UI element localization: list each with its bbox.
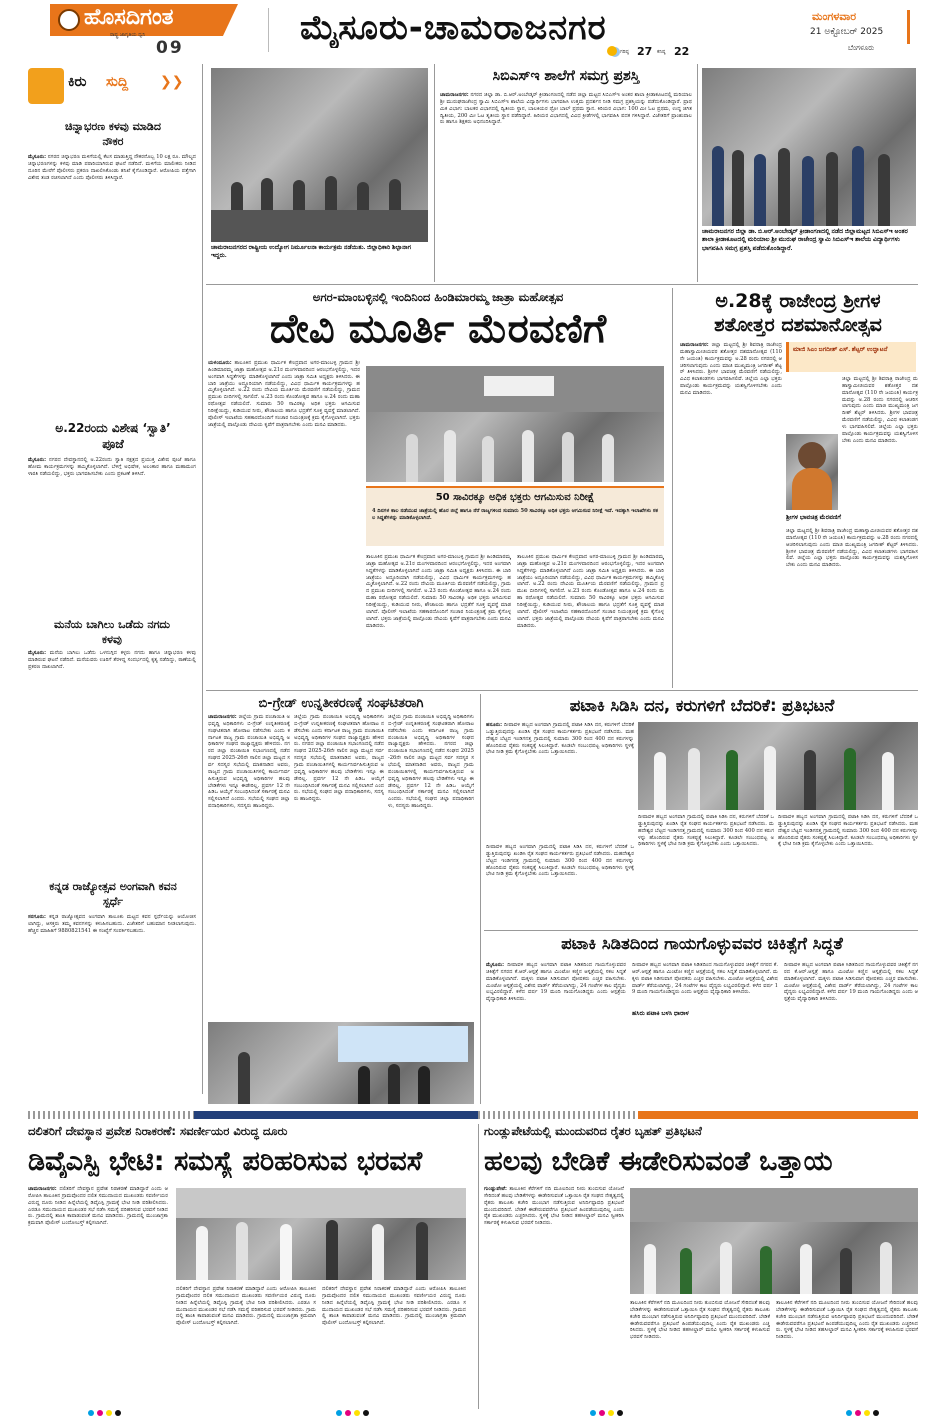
raitha-kicker: ಗುಂಡ್ಲುಪೇಟೆಯಲ್ಲಿ ಮುಂದುವರಿದ ರೈತರ ಬೃಹತ್ ಪ್ರತಿಭಟನೆ — [484, 1124, 702, 1138]
dysp-kicker: ದಲಿತರಿಗೆ ದೇವಸ್ಥಾನ ಪ್ರವೇಶ ನಿರಾಕರಣೆ: ಸವರ್ಣೀಯರ ವಿರುದ್ಧ ದೂರು — [28, 1124, 288, 1138]
kiru-4-headline: ಕನ್ನಡ ರಾಜ್ಯೋತ್ಸವ ಅಂಗವಾಗಿ ಕವನ ಸ್ಪರ್ಧೆ — [49, 880, 177, 908]
dysp-body-col3: ದಲಿತರಿಗೆ ದೇವಸ್ಥಾನ ಪ್ರವೇಶ ನಿರಾಕರಣೆ ಮಾಡಿದ್ದಾರೆ ಎಂದು ಆರೋಪಿಸಿ ತಾಲೂಕಿನ ಗ್ರಾಮವೊಂದರ ದಲಿತ ಸಮುದಾಯದ ಮುಖಂಡರು ಸವರ್ಣೀಯರ ವಿರುದ್ಧ ದೂರು ನೀಡಿದ ಹಿನ್ನೆಲೆಯಲ್ಲಿ ಡಿವೈಎಸ್ಪಿ ಗ್ರಾಮಕ್ಕೆ ಭೇಟಿ ನೀಡಿ ಪರಿಶೀಲಿಸಿದರು. ಎರಡೂ ಸಮುದಾಯದ ಮುಖಂಡರ ಸಭೆ ನಡೆಸಿ ಸಮಸ್ಯೆ ಪರಿಹರಿಸುವ ಭರವಸೆ ನೀಡಿದರು. ಗ್ರಾಮದಲ್ಲಿ ಶಾಂತಿ ಕಾಪಾಡುವಂತೆ ಮನವಿ ಮಾಡಿದರು. ಗ್ರಾಮದಲ್ಲಿ ಮುಂಜಾಗ್ರತಾ ಕ್ರಮವಾಗಿ ಪೊಲೀಸ್ ಬಂದೋಬಸ್ತ್ ಕಲ್ಪಿಸಲಾಗಿದೆ. — [322, 1286, 466, 1327]
dysp-body-col1: ಚಾಮರಾಜನಗರ: ದಲಿತರಿಗೆ ದೇವಸ್ಥಾನ ಪ್ರವೇಶ ನಿರಾಕರಣೆ ಮಾಡಿದ್ದಾರೆ ಎಂದು ಆರೋಪಿಸಿ ತಾಲೂಕಿನ ಗ್ರಾಮವೊಂದರ ದಲಿತ ಸಮುದಾಯದ ಮುಖಂಡರು ಸವರ್ಣೀಯರ ವಿರುದ್ಧ ದೂರು ನೀಡಿದ ಹಿನ್ನೆಲೆಯಲ್ಲಿ ಡಿವೈಎಸ್ಪಿ ಗ್ರಾಮಕ್ಕೆ ಭೇಟಿ ನೀಡಿ ಪರಿಶೀಲಿಸಿದರು. ಎರಡೂ ಸಮುದಾಯದ ಮುಖಂಡರ ಸಭೆ ನಡೆಸಿ ಸಮಸ್ಯೆ ಪರಿಹರಿಸುವ ಭರವಸೆ ನೀಡಿದರು. ಗ್ರಾಮದಲ್ಲಿ ಶಾಂತಿ ಕಾಪಾಡುವಂತೆ ಮನವಿ ಮಾಡಿದರು. ಗ್ರಾಮದಲ್ಲಿ ಮುಂಜಾಗ್ರತಾ ಕ್ರಮವಾಗಿ ಪೊಲೀಸ್ ಬಂದೋಬಸ್ತ್ ಕಲ್ಪಿಸಲಾಗಿದೆ. — [28, 1186, 168, 1227]
column-rule — [478, 1124, 479, 1409]
pataki1-body-col1: ಹನೂರು: ದೀಪಾವಳಿ ಹಬ್ಬದ ಅಂಗವಾಗಿ ಗ್ರಾಮದಲ್ಲಿ ಪಟಾಕಿ ಸಿಡಿಸಿ ದನ, ಕರುಗಳಿಗೆ ಬೆದರಿಕೆ ಒಡ್ಡುತ್ತಿರುವುದನ್ನು ಖಂಡಿಸಿ ರೈತ ಸಂಘದ ಕಾರ್ಯಕರ್ತರು ಪ್ರತಿಭಟನೆ ನಡೆಸಿದರು. ಮಹದೇಶ್ವರ ಬೆಟ್ಟದ ಇಂಡಿಗನತ್ತ ಗ್ರಾಮದಲ್ಲಿ ಸುಮಾರು 300 ರಿಂದ 400 ದನ ಕರುಗಳನ್ನು ಹೊಂದಿರುವ ರೈತರು ಸಂಕಷ್ಟಕ್ಕೆ ಸಿಲುಕಿದ್ದಾರೆ. ಕೂಡಲೇ ಸಂಬಂಧಪಟ್ಟ ಅಧಿಕಾರಿಗಳು ಸ್ಥಳಕ್ಕೆ ಭೇಟಿ ನೀಡಿ ಕ್ರಮ ಕೈಗೊಳ್ಳಬೇಕು ಎಂದು ಒತ್ತಾಯಿಸಿದರು. — [486, 722, 634, 756]
color-bar-left — [28, 1111, 194, 1119]
cbse-photo-caption: ಚಾಮರಾಜನಗರ ಜಿಲ್ಲಾ ಡಾ. ಬಿ.ಆರ್.ಅಂಬೇಡ್ಕರ್ ಕ್ರೀಡಾಂಗಣದಲ್ಲಿ ನಡೆದ ಜಿಲ್ಲಾಮಟ್ಟದ ಸಿಬಿಎಸ್‌ಇ ಅಂತರ ಶಾಲಾ ಕ್ರೀಡಾಕೂಟದಲ್ಲಿ ಮರಿಯಾಲ ಶ್ರೀ ಮುರುಘ ರಾಜೇಂದ್ರ ಸ್ವಾಮಿ ಸಿಬಿಎಸ್‌ಇ ಶಾಲೆಯ ವಿದ್ಯಾರ್ಥಿಗಳು ಭಾಗವಹಿಸಿ ಸಮಗ್ರ ಪ್ರಶಸ್ತಿ ಪಡೆದುಕೊಂಡಿದ್ದಾರೆ. — [702, 228, 908, 252]
cbse-photo — [702, 68, 916, 226]
color-bar-blue — [194, 1111, 478, 1119]
column-rule — [480, 694, 481, 1104]
devi-headline: ದೇವಿ ಮೂರ್ತಿ ಮೆರವಣಿಗೆ — [269, 306, 607, 352]
pataki2-body-col2: ದೀಪಾವಳಿ ಹಬ್ಬದ ಅಂಗವಾಗಿ ಪಟಾಕಿ ಸಿಡಿತದಿಂದ ಗಾಯಗೊಳ್ಳುವವರ ಚಿಕಿತ್ಸೆಗೆ ನಗರದ ಕೆ.ಆರ್.ಆಸ್ಪತ್ರೆ ಹಾಗೂ ಮಿಂಟೋ ಕಣ್ಣಿನ ಆಸ್ಪತ್ರೆಯಲ್ಲಿ ಸಕಲ ಸಿದ್ಧತೆ ಮಾಡಿಕೊಳ್ಳಲಾಗಿದೆ. ಮಕ್ಕಳು ಪಟಾಕಿ ಸಿಡಿಸುವಾಗ ಪೋಷಕರು ಎಚ್ಚರ ವಹಿಸಬೇಕು. ಮಿಂಟೋ ಆಸ್ಪತ್ರೆಯಲ್ಲಿ ವಿಶೇಷ ವಾರ್ಡ್ ತೆರೆಯಲಾಗಿದ್ದು, 24 ಗಂಟೆಗಳ ಕಾಲ ವೈದ್ಯರು ಲಭ್ಯವಿರಲಿದ್ದಾರೆ. ಕಳೆದ ವರ್ಷ 19 ಮಂದಿ ಗಾಯಗೊಂಡಿದ್ದರು ಎಂದು ಆಸ್ಪತ್ರೆಯ ವೈದ್ಯಾಧಿಕಾರಿ ತಿಳಿಸಿದರು. — [632, 962, 778, 996]
cbse-body: ಚಾಮರಾಜನಗರ: ನಗರದ ಜಿಲ್ಲಾ ಡಾ. ಬಿ.ಆರ್.ಅಂಬೇಡ್ಕರ್ ಕ್ರೀಡಾಂಗಣದಲ್ಲಿ ನಡೆದ ಜಿಲ್ಲಾ ಮಟ್ಟದ ಸಿಬಿಎಸ್‌ಇ ಅಂತರ ಶಾಲಾ ಕ್ರೀಡಾಕೂಟದಲ್ಲಿ ಮರಿಯಾಲ ಶ್ರೀ ಮುರುಘರಾಜೇಂದ್ರ ಸ್ವಾಮಿ ಸಿಬಿಎಸ್‌ಇ ಶಾಲೆಯ ವಿದ್ಯಾರ್ಥಿಗಳು ಭಾಗವಹಿಸಿ ಉತ್ತಮ ಪ್ರದರ್ಶನ ನೀಡಿ ಸಮಗ್ರ ಪ್ರಶಸ್ತಿಯನ್ನು ಪಡೆದುಕೊಂಡಿದ್ದಾರೆ. ಪ್ರಾಥಮಿಕ ವಿಭಾಗ: ಬಾಲಕರ ವಿಭಾಗದಲ್ಲಿ ದ್ವಿತೀಯ ಸ್ಥಾನ, ಬಾಲಕಿಯರ ಥ್ರೋ ಬಾಲ್ ಪ್ರಥಮ ಸ್ಥಾನ. ಕಿರಿಯರ ವಿಭಾಗ: 100 ಮೀ ಓಟ ಪ್ರಥಮ, ಉದ್ದ ಜಿಗಿತ ದ್ವಿತೀಯ, 200 ಮೀ ಓಟ ತೃತೀಯ ಸ್ಥಾನ ಪಡೆದಿದ್ದಾರೆ. ಹಿರಿಯರ ವಿಭಾಗದಲ್ಲಿ ವಿವಿಧ ಕ್ರೀಡೆಗಳಲ್ಲಿ ಭಾಗವಹಿಸಿ ಪದಕ ಗಳಿಸಿದ್ದಾರೆ. ವಿಜೇತರಿಗೆ ಪ್ರಾಂಶುಪಾಲರು ಹಾಗೂ ಶಿಕ್ಷಕರು ಅಭಿನಂದಿಸಿದ್ದಾರೆ. — [440, 92, 692, 126]
logo-text: ಹೊಸದಿಗಂತ — [84, 5, 174, 30]
weather-min: 22 — [674, 45, 690, 58]
pataki1-body-col2: ದೀಪಾವಳಿ ಹಬ್ಬದ ಅಂಗವಾಗಿ ಗ್ರಾಮದಲ್ಲಿ ಪಟಾಕಿ ಸಿಡಿಸಿ ದನ, ಕರುಗಳಿಗೆ ಬೆದರಿಕೆ ಒಡ್ಡುತ್ತಿರುವುದನ್ನು ಖಂಡಿಸಿ ರೈತ ಸಂಘದ ಕಾರ್ಯಕರ್ತರು ಪ್ರತಿಭಟನೆ ನಡೆಸಿದರು. ಮಹದೇಶ್ವರ ಬೆಟ್ಟದ ಇಂಡಿಗನತ್ತ ಗ್ರಾಮದಲ್ಲಿ ಸುಮಾರು 300 ರಿಂದ 400 ದನ ಕರುಗಳನ್ನು ಹೊಂದಿರುವ ರೈತರು ಸಂಕಷ್ಟಕ್ಕೆ ಸಿಲುಕಿದ್ದಾರೆ. ಕೂಡಲೇ ಸಂಬಂಧಪಟ್ಟ ಅಧಿಕಾರಿಗಳು ಸ್ಥಳಕ್ಕೆ ಭೇಟಿ ನೀಡಿ ಕ್ರಮ ಕೈಗೊಳ್ಳಬೇಕು ಎಂದು ಒತ್ತಾಯಿಸಿದರು. — [486, 844, 634, 878]
pataki1-body-col4: ದೀಪಾವಳಿ ಹಬ್ಬದ ಅಂಗವಾಗಿ ಗ್ರಾಮದಲ್ಲಿ ಪಟಾಕಿ ಸಿಡಿಸಿ ದನ, ಕರುಗಳಿಗೆ ಬೆದರಿಕೆ ಒಡ್ಡುತ್ತಿರುವುದನ್ನು ಖಂಡಿಸಿ ರೈತ ಸಂಘದ ಕಾರ್ಯಕರ್ತರು ಪ್ರತಿಭಟನೆ ನಡೆಸಿದರು. ಮಹದೇಶ್ವರ ಬೆಟ್ಟದ ಇಂಡಿಗನತ್ತ ಗ್ರಾಮದಲ್ಲಿ ಸುಮಾರು 300 ರಿಂದ 400 ದನ ಕರುಗಳನ್ನು ಹೊಂದಿರುವ ರೈತರು ಸಂಕಷ್ಟಕ್ಕೆ ಸಿಲುಕಿದ್ದಾರೆ. ಕೂಡಲೇ ಸಂಬಂಧಪಟ್ಟ ಅಧಿಕಾರಿಗಳು ಸ್ಥಳಕ್ಕೆ ಭೇಟಿ ನೀಡಿ ಕ್ರಮ ಕೈಗೊಳ್ಳಬೇಕು ಎಂದು ಒತ್ತಾಯಿಸಿದರು. — [778, 814, 918, 848]
kiru-1-body: ಮೈಸೂರು: ನಗರದ ಚಿನ್ನಾಭರಣ ಮಳಿಗೆಯಲ್ಲಿ ಕೆಲಸ ಮಾಡುತ್ತಿದ್ದ ನೌಕರನೊಬ್ಬ 10 ಲಕ್ಷ ರೂ. ಮೌಲ್ಯದ ಚಿನ್ನಾಭರಣಗಳನ್ನು ಕಳವು ಮಾಡಿ ಪರಾರಿಯಾಗಿರುವ ಘಟನೆ ನಡೆದಿದೆ. ಮಳಿಗೆಯ ಮಾಲೀಕರು ನೀಡಿದ ದೂರಿನ ಮೇರೆಗೆ ಪೊಲೀಸರು ಪ್ರಕರಣ ದಾಖಲಿಸಿಕೊಂಡು ತನಿಖೆ ಕೈಗೊಂಡಿದ್ದಾರೆ. ಆರೋಪಿಯ ಪತ್ತೆಗಾಗಿ ವಿಶೇಷ ತಂಡ ರಚಿಸಲಾಗಿದೆ ಎಂದು ಪೊಲೀಸರು ತಿಳಿಸಿದ್ದಾರೆ. — [28, 154, 196, 181]
pataki1-headline: ಪಟಾಕಿ ಸಿಡಿಸಿ ದನ, ಕರುಗಳಿಗೆ ಬೆದರಿಕೆ: ಪ್ರತಿಭಟನೆ — [569, 696, 835, 715]
masthead-divider — [268, 8, 269, 52]
devi-body-col1: ಯಳಂದೂರು: ತಾಲೂಕಿನ ಪ್ರಮುಖ ಧಾರ್ಮಿಕ ಕೇಂದ್ರವಾದ ಅಗರ-ಮಾಂಬಳ್ಳಿ ಗ್ರಾಮದ ಶ್ರೀ ಹಿಂಡಿಮಾರಮ್ಮ ಜಾತ್ರಾ ಮಹೋತ್ಸವ ಅ.21ರ ಮಂಗಳವಾರದಿಂದ ಆರಂಭಗೊಳ್ಳಲಿದ್ದು, ಇದರ ಅಂಗವಾಗಿ ಸಿದ್ಧತೆಗಳನ್ನು ಮಾಡಿಕೊಳ್ಳಲಾಗಿದೆ ಎಂದು ಜಾತ್ರಾ ಸಮಿತಿ ಅಧ್ಯಕ್ಷರು ತಿಳಿಸಿದರು. ಈ ಬಾರಿ ಜಾತ್ರೆಯು ಅದ್ದೂರಿಯಾಗಿ ನಡೆಯಲಿದ್ದು, ವಿವಿಧ ಧಾರ್ಮಿಕ ಕಾರ್ಯಕ್ರಮಗಳನ್ನು ಹಮ್ಮಿಕೊಳ್ಳಲಾಗಿದೆ. ಅ.22 ರಂದು ದೇವಿಯ ಮೂರ್ತಿಯ ಮೆರವಣಿಗೆ ನಡೆಯಲಿದ್ದು, ಗ್ರಾಮದ ಪ್ರಮುಖ ಬೀದಿಗಳಲ್ಲಿ ಸಾಗಲಿದೆ. ಅ.23 ರಂದು ಕೊಂಡೋತ್ಸವ ಹಾಗೂ ಅ.24 ರಂದು ಮಹಾ ರಥೋತ್ಸವ ನಡೆಯಲಿದೆ. ಸುಮಾರು 50 ಸಾವಿರಕ್ಕೂ ಅಧಿಕ ಭಕ್ತರು ಆಗಮಿಸುವ ನಿರೀಕ್ಷೆಯಿದ್ದು, ಕುಡಿಯುವ ನೀರು, ಶೌಚಾಲಯ ಹಾಗೂ ಭದ್ರತೆಗೆ ಸೂಕ್ತ ವ್ಯವಸ್ಥೆ ಮಾಡಲಾಗಿದೆ. ಪೊಲೀಸ್ ಇಲಾಖೆಯ ಸಹಕಾರದೊಂದಿಗೆ ಸಂಚಾರ ನಿಯಂತ್ರಣಕ್ಕೆ ಕ್ರಮ ಕೈಗೊಳ್ಳಲಾಗಿದೆ. ಭಕ್ತರು ಜಾತ್ರೆಯಲ್ಲಿ ಪಾಲ್ಗೊಂಡು ದೇವಿಯ ಕೃಪೆಗೆ ಪಾತ್ರರಾಗಬೇಕು ಎಂದು ಮನವಿ ಮಾಡಿದರು. — [208, 360, 360, 428]
shatottara-quote-text: ಮಾಜಿ ಸಿಎಂ ಜಗದೀಶ್ ಎಸ್. ಶೆಟ್ಟರ್ ಉದ್ಘಾಟನೆ — [793, 346, 888, 353]
page-number: 09 — [156, 38, 184, 58]
shatottara-quote-tag — [786, 342, 916, 372]
registration-marks-mid2 — [590, 1410, 623, 1416]
devi-body-col2: ತಾಲೂಕಿನ ಪ್ರಮುಖ ಧಾರ್ಮಿಕ ಕೇಂದ್ರವಾದ ಅಗರ-ಮಾಂಬಳ್ಳಿ ಗ್ರಾಮದ ಶ್ರೀ ಹಿಂಡಿಮಾರಮ್ಮ ಜಾತ್ರಾ ಮಹೋತ್ಸವ ಅ.21ರ ಮಂಗಳವಾರದಿಂದ ಆರಂಭಗೊಳ್ಳಲಿದ್ದು, ಇದರ ಅಂಗವಾಗಿ ಸಿದ್ಧತೆಗಳನ್ನು ಮಾಡಿಕೊಳ್ಳಲಾಗಿದೆ ಎಂದು ಜಾತ್ರಾ ಸಮಿತಿ ಅಧ್ಯಕ್ಷರು ತಿಳಿಸಿದರು. ಈ ಬಾರಿ ಜಾತ್ರೆಯು ಅದ್ದೂರಿಯಾಗಿ ನಡೆಯಲಿದ್ದು, ವಿವಿಧ ಧಾರ್ಮಿಕ ಕಾರ್ಯಕ್ರಮಗಳನ್ನು ಹಮ್ಮಿಕೊಳ್ಳಲಾಗಿದೆ. ಅ.22 ರಂದು ದೇವಿಯ ಮೂರ್ತಿಯ ಮೆರವಣಿಗೆ ನಡೆಯಲಿದ್ದು, ಗ್ರಾಮದ ಪ್ರಮುಖ ಬೀದಿಗಳಲ್ಲಿ ಸಾಗಲಿದೆ. ಅ.23 ರಂದು ಕೊಂಡೋತ್ಸವ ಹಾಗೂ ಅ.24 ರಂದು ಮಹಾ ರಥೋತ್ಸವ ನಡೆಯಲಿದೆ. ಸುಮಾರು 50 ಸಾವಿರಕ್ಕೂ ಅಧಿಕ ಭಕ್ತರು ಆಗಮಿಸುವ ನಿರೀಕ್ಷೆಯಿದ್ದು, ಕುಡಿಯುವ ನೀರು, ಶೌಚಾಲಯ ಹಾಗೂ ಭದ್ರತೆಗೆ ಸೂಕ್ತ ವ್ಯವಸ್ಥೆ ಮಾಡಲಾಗಿದೆ. ಪೊಲೀಸ್ ಇಲಾಖೆಯ ಸಹಕಾರದೊಂದಿಗೆ ಸಂಚಾರ ನಿಯಂತ್ರಣಕ್ಕೆ ಕ್ರಮ ಕೈಗೊಳ್ಳಲಾಗಿದೆ. ಭಕ್ತರು ಜಾತ್ರೆಯಲ್ಲಿ ಪಾಲ್ಗೊಂಡು ದೇವಿಯ ಕೃಪೆಗೆ ಪಾತ್ರರಾಗಬೇಕು ಎಂದು ಮನವಿ ಮಾಡಿದರು. — [366, 554, 511, 629]
section-title: ಮೈಸೂರು-ಚಾಮರಾಜನಗರ — [300, 8, 607, 48]
shatottara-portrait — [786, 434, 838, 510]
pataki2-body-col1: ಮೈಸೂರು: ದೀಪಾವಳಿ ಹಬ್ಬದ ಅಂಗವಾಗಿ ಪಟಾಕಿ ಸಿಡಿತದಿಂದ ಗಾಯಗೊಳ್ಳುವವರ ಚಿಕಿತ್ಸೆಗೆ ನಗರದ ಕೆ.ಆರ್.ಆಸ್ಪತ್ರೆ ಹಾಗೂ ಮಿಂಟೋ ಕಣ್ಣಿನ ಆಸ್ಪತ್ರೆಯಲ್ಲಿ ಸಕಲ ಸಿದ್ಧತೆ ಮಾಡಿಕೊಳ್ಳಲಾಗಿದೆ. ಮಕ್ಕಳು ಪಟಾಕಿ ಸಿಡಿಸುವಾಗ ಪೋಷಕರು ಎಚ್ಚರ ವಹಿಸಬೇಕು. ಮಿಂಟೋ ಆಸ್ಪತ್ರೆಯಲ್ಲಿ ವಿಶೇಷ ವಾರ್ಡ್ ತೆರೆಯಲಾಗಿದ್ದು, 24 ಗಂಟೆಗಳ ಕಾಲ ವೈದ್ಯರು ಲಭ್ಯವಿರಲಿದ್ದಾರೆ. ಕಳೆದ ವರ್ಷ 19 ಮಂದಿ ಗಾಯಗೊಂಡಿದ್ದರು ಎಂದು ಆಸ್ಪತ್ರೆಯ ವೈದ್ಯಾಧಿಕಾರಿ ತಿಳಿಸಿದರು. — [486, 962, 626, 1003]
section-rule — [206, 284, 918, 285]
pataki2-subhead: ಹಸಿರು ಪಟಾಕಿ ಬಳಸಿ ಧಾರಾಳ — [632, 1010, 778, 1020]
bgrade-photo — [208, 1022, 474, 1104]
kirusuddi-chevrons: ❯❯ — [160, 74, 184, 90]
logo-tagline: ರಾಷ್ಟ್ರ ಜಾಗೃತಿಯ ಧ್ವನಿ — [110, 32, 146, 38]
kiru-1-headline: ಚಿನ್ನಾಭರಣ ಕಳವು ಮಾಡಿದ ನೌಕರ — [65, 120, 161, 148]
column-rule — [697, 64, 698, 282]
masthead-day: ಮಂಗಳವಾರ — [812, 10, 857, 23]
dysp-body-col2: ದಲಿತರಿಗೆ ದೇವಸ್ಥಾನ ಪ್ರವೇಶ ನಿರಾಕರಣೆ ಮಾಡಿದ್ದಾರೆ ಎಂದು ಆರೋಪಿಸಿ ತಾಲೂಕಿನ ಗ್ರಾಮವೊಂದರ ದಲಿತ ಸಮುದಾಯದ ಮುಖಂಡರು ಸವರ್ಣೀಯರ ವಿರುದ್ಧ ದೂರು ನೀಡಿದ ಹಿನ್ನೆಲೆಯಲ್ಲಿ ಡಿವೈಎಸ್ಪಿ ಗ್ರಾಮಕ್ಕೆ ಭೇಟಿ ನೀಡಿ ಪರಿಶೀಲಿಸಿದರು. ಎರಡೂ ಸಮುದಾಯದ ಮುಖಂಡರ ಸಭೆ ನಡೆಸಿ ಸಮಸ್ಯೆ ಪರಿಹರಿಸುವ ಭರವಸೆ ನೀಡಿದರು. ಗ್ರಾಮದಲ್ಲಿ ಶಾಂತಿ ಕಾಪಾಡುವಂತೆ ಮನವಿ ಮಾಡಿದರು. ಗ್ರಾಮದಲ್ಲಿ ಮುಂಜಾಗ್ರತಾ ಕ್ರಮವಾಗಿ ಪೊಲೀಸ್ ಬಂದೋಬಸ್ತ್ ಕಲ್ಪಿಸಲಾಗಿದೆ. — [176, 1286, 316, 1327]
top-photo-caption: ಚಾಮರಾಜನಗರದ ರಾಷ್ಟ್ರೀಯ ಉದ್ಯೋಗ ನಿರ್ಮೂಲನಾ ಕಾರ್ಯಕ್ರಮ ನಡೆಯಿತು. ಜಿಲ್ಲಾಧಿಕಾರಿ ಶಿಲ್ಪಾನಾಗ ಇದ್ದರು. — [211, 244, 412, 260]
cbse-headline: ಸಿಬಿಎಸ್‌ಇ ಶಾಲೆಗೆ ಸಮಗ್ರ ಪ್ರಶಸ್ತಿ — [492, 68, 640, 84]
weather-max-label: ಗರಿಷ್ಠ — [620, 49, 629, 55]
weather-max: 27 — [637, 45, 653, 58]
shatottara-body-col2: ಜಿಲ್ಲಾ ಮಟ್ಟದಲ್ಲಿ ಶ್ರೀ ಶಿವರಾತ್ರಿ ರಾಜೇಂದ್ರ ಮಹಾಸ್ವಾಮೀಜಿಯವರ ಶತೋತ್ತರ ದಶಮಾನೋತ್ಸವ (110 ನೇ ಜಯಂತಿ) ಕಾರ್ಯಕ್ರಮವನ್ನು ಅ.28 ರಂದು ನಗರದಲ್ಲಿ ಆಚರಿಸಲಾಗುವುದು ಎಂದು ಮಾಜಿ ಮುಖ್ಯಮಂತ್ರಿ ಜಗದೀಶ್ ಶೆಟ್ಟರ್ ತಿಳಿಸಿದರು. ಶ್ರೀಗಳ ಭಾವಚಿತ್ರ ಮೆರವಣಿಗೆ ನಡೆಯಲಿದ್ದು, ವಿವಿಧ ಕಲಾತಂಡಗಳು ಭಾಗವಹಿಸಲಿವೆ. ಜಿಲ್ಲೆಯ ಎಲ್ಲಾ ಭಕ್ತರು ಪಾಲ್ಗೊಂಡು ಕಾರ್ಯಕ್ರಮವನ್ನು ಯಶಸ್ವಿಗೊಳಿಸಬೇಕು ಎಂದು ಮನವಿ ಮಾಡಿದರು. — [842, 376, 918, 444]
raitha-photo — [630, 1188, 918, 1294]
pataki1-photo — [638, 722, 918, 810]
devi-callout-box — [366, 486, 664, 546]
masthead-date: 21 ಅಕ್ಟೋಬರ್ 2025 — [810, 27, 884, 37]
bgrade-body-col2: ಜಿಲ್ಲೆಯ ಗ್ರಾಮ ಪಂಚಾಯಿತಿ ಅಭಿವೃದ್ಧಿ ಅಧಿಕಾರಿಗಳು ಬಿ-ಗ್ರೇಡ್ ಉನ್ನತೀಕರಣಕ್ಕೆ ಸಂಘಟಿತರಾಗಿ ಹೋರಾಟ ನಡೆಸಬೇಕು ಎಂದು ಕರ್ನಾಟಕ ರಾಜ್ಯ ಗ್ರಾಮ ಪಂಚಾಯಿತಿ ಅಭಿವೃದ್ಧಿ ಅಧಿಕಾರಿಗಳ ಸಂಘದ ರಾಜ್ಯಾಧ್ಯಕ್ಷರು ಹೇಳಿದರು. ನಗರದ ಜಿಲ್ಲಾ ಪಂಚಾಯಿತಿ ಸಭಾಂಗಣದಲ್ಲಿ ನಡೆದ ಸಂಘದ 2025-26ನೇ ಸಾಲಿನ ಜಿಲ್ಲಾ ಮಟ್ಟದ ಸರ್ವ ಸದಸ್ಯರ ಸಭೆಯಲ್ಲಿ ಮಾತನಾಡಿದ ಅವರು, ರಾಜ್ಯದ ಗ್ರಾಮ ಪಂಚಾಯಿತಿಗಳಲ್ಲಿ ಕಾರ್ಯನಿರ್ವಹಿಸುತ್ತಿರುವ ಅಭಿವೃದ್ಧಿ ಅಧಿಕಾರಿಗಳ ಹಲವು ಬೇಡಿಕೆಗಳು ಇನ್ನೂ ಈಡೇರಿಲ್ಲ. ಪ್ರವರ್ಗ 12 ನೇ ಪಿಡಿಒ ಆಯ್ಕೆಗೆ ಸಂಬಂಧಿಸಿದಂತೆ ಸರ್ಕಾರಕ್ಕೆ ಮನವಿ ಸಲ್ಲಿಸಲಾಗಿದೆ ಎಂದರು. ಸಭೆಯಲ್ಲಿ ಸಂಘದ ಜಿಲ್ಲಾ ಪದಾಧಿಕಾರಿಗಳು, ಸದಸ್ಯರು ಹಾಜರಿದ್ದರು. — [294, 714, 384, 803]
dysp-headline: ಡಿವೈಎಸ್ಪಿ ಭೇಟಿ: ಸಮಸ್ಯೆ ಪರಿಹರಿಸುವ ಭರವಸೆ — [28, 1146, 423, 1177]
kiru-3-headline: ಮನೆಯ ಬಾಗಿಲು ಒಡೆದು ನಗದು ಕಳವು — [53, 618, 171, 646]
column-rule — [672, 288, 673, 688]
pataki1-body-col3: ದೀಪಾವಳಿ ಹಬ್ಬದ ಅಂಗವಾಗಿ ಗ್ರಾಮದಲ್ಲಿ ಪಟಾಕಿ ಸಿಡಿಸಿ ದನ, ಕರುಗಳಿಗೆ ಬೆದರಿಕೆ ಒಡ್ಡುತ್ತಿರುವುದನ್ನು ಖಂಡಿಸಿ ರೈತ ಸಂಘದ ಕಾರ್ಯಕರ್ತರು ಪ್ರತಿಭಟನೆ ನಡೆಸಿದರು. ಮಹದೇಶ್ವರ ಬೆಟ್ಟದ ಇಂಡಿಗನತ್ತ ಗ್ರಾಮದಲ್ಲಿ ಸುಮಾರು 300 ರಿಂದ 400 ದನ ಕರುಗಳನ್ನು ಹೊಂದಿರುವ ರೈತರು ಸಂಕಷ್ಟಕ್ಕೆ ಸಿಲುಕಿದ್ದಾರೆ. ಕೂಡಲೇ ಸಂಬಂಧಪಟ್ಟ ಅಧಿಕಾರಿಗಳು ಸ್ಥಳಕ್ಕೆ ಭೇಟಿ ನೀಡಿ ಕ್ರಮ ಕೈಗೊಳ್ಳಬೇಕು ಎಂದು ಒತ್ತಾಯಿಸಿದರು. — [638, 814, 774, 848]
shatottara-headline-1: ಅ.28ಕ್ಕೆ ರಾಜೇಂದ್ರ ಶ್ರೀಗಳ — [715, 290, 881, 312]
weather-min-label: ಕನಿಷ್ಠ — [657, 49, 666, 55]
pataki2-headline: ಪಟಾಕಿ ಸಿಡಿತದಿಂದ ಗಾಯಗೊಳ್ಳುವವರ ಚಿಕಿತ್ಸೆಗೆ ಸಿದ್ಧತೆ — [561, 934, 843, 953]
kirusuddi-label-b: ಸುದ್ದಿ — [106, 74, 129, 90]
raitha-body-col3: ತಾಲೂಕಿನ ಕೆರೆಗಳಿಗೆ ನದಿ ಮೂಲದಿಂದ ನೀರು ತುಂಬಿಸುವ ಯೋಜನೆ ಸೇರಿದಂತೆ ಹಲವು ಬೇಡಿಕೆಗಳನ್ನು ಈಡೇರಿಸುವಂತೆ ಒತ್ತಾಯಿಸಿ ರೈತ ಸಂಘದ ನೇತೃತ್ವದಲ್ಲಿ ರೈತರು ತಾಲೂಕು ಕಚೇರಿ ಮುಂಭಾಗ ನಡೆಸುತ್ತಿರುವ ಅನಿರ್ದಿಷ್ಟಾವಧಿ ಪ್ರತಿಭಟನೆ ಮುಂದುವರಿದಿದೆ. ಬೇಡಿಕೆ ಈಡೇರುವವರೆಗೂ ಪ್ರತಿಭಟನೆ ಹಿಂಪಡೆಯುವುದಿಲ್ಲ ಎಂದು ರೈತ ಮುಖಂಡರು ಎಚ್ಚರಿಸಿದರು. ಸ್ಥಳಕ್ಕೆ ಭೇಟಿ ನೀಡಿದ ತಹಸೀಲ್ದಾರ್ ಮನವಿ ಸ್ವೀಕರಿಸಿ ಸರ್ಕಾರಕ್ಕೆ ಕಳುಹಿಸುವ ಭರವಸೆ ನೀಡಿದರು. — [776, 1300, 918, 1341]
devi-photo — [366, 366, 664, 482]
column-rule — [202, 64, 203, 1094]
color-bar-mid — [478, 1111, 638, 1119]
section-rule — [484, 930, 918, 931]
top-photo — [211, 68, 428, 242]
devi-kicker: ಅಗರ-ಮಾಂಬಳ್ಳಿನಲ್ಲಿ ಇಂದಿನಿಂದ ಹಿಂಡಿಮಾರಮ್ಮ ಜಾತ್ರಾ ಮಹೋತ್ಸವ — [312, 290, 564, 304]
logo-emblem-icon — [58, 9, 80, 31]
masthead-city: ಬೆಂಗಳೂರು — [848, 44, 875, 52]
bgrade-body-col3: ಜಿಲ್ಲೆಯ ಗ್ರಾಮ ಪಂಚಾಯಿತಿ ಅಭಿವೃದ್ಧಿ ಅಧಿಕಾರಿಗಳು ಬಿ-ಗ್ರೇಡ್ ಉನ್ನತೀಕರಣಕ್ಕೆ ಸಂಘಟಿತರಾಗಿ ಹೋರಾಟ ನಡೆಸಬೇಕು ಎಂದು ಕರ್ನಾಟಕ ರಾಜ್ಯ ಗ್ರಾಮ ಪಂಚಾಯಿತಿ ಅಭಿವೃದ್ಧಿ ಅಧಿಕಾರಿಗಳ ಸಂಘದ ರಾಜ್ಯಾಧ್ಯಕ್ಷರು ಹೇಳಿದರು. ನಗರದ ಜಿಲ್ಲಾ ಪಂಚಾಯಿತಿ ಸಭಾಂಗಣದಲ್ಲಿ ನಡೆದ ಸಂಘದ 2025-26ನೇ ಸಾಲಿನ ಜಿಲ್ಲಾ ಮಟ್ಟದ ಸರ್ವ ಸದಸ್ಯರ ಸಭೆಯಲ್ಲಿ ಮಾತನಾಡಿದ ಅವರು, ರಾಜ್ಯದ ಗ್ರಾಮ ಪಂಚಾಯಿತಿಗಳಲ್ಲಿ ಕಾರ್ಯನಿರ್ವಹಿಸುತ್ತಿರುವ ಅಭಿವೃದ್ಧಿ ಅಧಿಕಾರಿಗಳ ಹಲವು ಬೇಡಿಕೆಗಳು ಇನ್ನೂ ಈಡೇರಿಲ್ಲ. ಪ್ರವರ್ಗ 12 ನೇ ಪಿಡಿಒ ಆಯ್ಕೆಗೆ ಸಂಬಂಧಿಸಿದಂತೆ ಸರ್ಕಾರಕ್ಕೆ ಮನವಿ ಸಲ್ಲಿಸಲಾಗಿದೆ ಎಂದರು. ಸಭೆಯಲ್ಲಿ ಸಂಘದ ಜಿಲ್ಲಾ ಪದಾಧಿಕಾರಿಗಳು, ಸದಸ್ಯರು ಹಾಜರಿದ್ದರು. — [388, 714, 474, 810]
bgrade-body-col1: ಚಾಮರಾಜನಗರ: ಜಿಲ್ಲೆಯ ಗ್ರಾಮ ಪಂಚಾಯಿತಿ ಅಭಿವೃದ್ಧಿ ಅಧಿಕಾರಿಗಳು ಬಿ-ಗ್ರೇಡ್ ಉನ್ನತೀಕರಣಕ್ಕೆ ಸಂಘಟಿತರಾಗಿ ಹೋರಾಟ ನಡೆಸಬೇಕು ಎಂದು ಕರ್ನಾಟಕ ರಾಜ್ಯ ಗ್ರಾಮ ಪಂಚಾಯಿತಿ ಅಭಿವೃದ್ಧಿ ಅಧಿಕಾರಿಗಳ ಸಂಘದ ರಾಜ್ಯಾಧ್ಯಕ್ಷರು ಹೇಳಿದರು. ನಗರದ ಜಿಲ್ಲಾ ಪಂಚಾಯಿತಿ ಸಭಾಂಗಣದಲ್ಲಿ ನಡೆದ ಸಂಘದ 2025-26ನೇ ಸಾಲಿನ ಜಿಲ್ಲಾ ಮಟ್ಟದ ಸರ್ವ ಸದಸ್ಯರ ಸಭೆಯಲ್ಲಿ ಮಾತನಾಡಿದ ಅವರು, ರಾಜ್ಯದ ಗ್ರಾಮ ಪಂಚಾಯಿತಿಗಳಲ್ಲಿ ಕಾರ್ಯನಿರ್ವಹಿಸುತ್ತಿರುವ ಅಭಿವೃದ್ಧಿ ಅಧಿಕಾರಿಗಳ ಹಲವು ಬೇಡಿಕೆಗಳು ಇನ್ನೂ ಈಡೇರಿಲ್ಲ. ಪ್ರವರ್ಗ 12 ನೇ ಪಿಡಿಒ ಆಯ್ಕೆಗೆ ಸಂಬಂಧಿಸಿದಂತೆ ಸರ್ಕಾರಕ್ಕೆ ಮನವಿ ಸಲ್ಲಿಸಲಾಗಿದೆ ಎಂದರು. ಸಭೆಯಲ್ಲಿ ಸಂಘದ ಜಿಲ್ಲಾ ಪದಾಧಿಕಾರಿಗಳು, ಸದಸ್ಯರು ಹಾಜರಿದ್ದರು. — [208, 714, 290, 810]
kirusuddi-label-a: ಕಿರು — [68, 74, 87, 90]
color-bar-orange — [638, 1111, 918, 1119]
raitha-body-col1: ಗುಂಡ್ಲುಪೇಟೆ: ತಾಲೂಕಿನ ಕೆರೆಗಳಿಗೆ ನದಿ ಮೂಲದಿಂದ ನೀರು ತುಂಬಿಸುವ ಯೋಜನೆ ಸೇರಿದಂತೆ ಹಲವು ಬೇಡಿಕೆಗಳನ್ನು ಈಡೇರಿಸುವಂತೆ ಒತ್ತಾಯಿಸಿ ರೈತ ಸಂಘದ ನೇತೃತ್ವದಲ್ಲಿ ರೈತರು ತಾಲೂಕು ಕಚೇರಿ ಮುಂಭಾಗ ನಡೆಸುತ್ತಿರುವ ಅನಿರ್ದಿಷ್ಟಾವಧಿ ಪ್ರತಿಭಟನೆ ಮುಂದುವರಿದಿದೆ. ಬೇಡಿಕೆ ಈಡೇರುವವರೆಗೂ ಪ್ರತಿಭಟನೆ ಹಿಂಪಡೆಯುವುದಿಲ್ಲ ಎಂದು ರೈತ ಮುಖಂಡರು ಎಚ್ಚರಿಸಿದರು. ಸ್ಥಳಕ್ಕೆ ಭೇಟಿ ನೀಡಿದ ತಹಸೀಲ್ದಾರ್ ಮನವಿ ಸ್ವೀಕರಿಸಿ ಸರ್ಕಾರಕ್ಕೆ ಕಳುಹಿಸುವ ಭರವಸೆ ನೀಡಿದರು. — [484, 1186, 624, 1227]
weather-sun-icon — [607, 46, 617, 56]
kiru-2-body: ಮೈಸೂರು: ನಗರದ ದೇವಸ್ಥಾನದಲ್ಲಿ ಅ.22ರಂದು ಸ್ವಾತಿ ನಕ್ಷತ್ರದ ಪ್ರಯುಕ್ತ ವಿಶೇಷ ಪೂಜೆ ಹಾಗೂ ಹೋಮ ಕಾರ್ಯಕ್ರಮಗಳನ್ನು ಹಮ್ಮಿಕೊಳ್ಳಲಾಗಿದೆ. ಬೆಳಿಗ್ಗೆ ಅಭಿಷೇಕ, ಅಲಂಕಾರ ಹಾಗೂ ಮಹಾಮಂಗಳಾರತಿ ನಡೆಯಲಿದ್ದು, ಭಕ್ತರು ಭಾಗವಹಿಸಬೇಕು ಎಂದು ಪ್ರಕಟಣೆ ತಿಳಿಸಿದೆ. — [28, 457, 196, 477]
devi-body-col3: ತಾಲೂಕಿನ ಪ್ರಮುಖ ಧಾರ್ಮಿಕ ಕೇಂದ್ರವಾದ ಅಗರ-ಮಾಂಬಳ್ಳಿ ಗ್ರಾಮದ ಶ್ರೀ ಹಿಂಡಿಮಾರಮ್ಮ ಜಾತ್ರಾ ಮಹೋತ್ಸವ ಅ.21ರ ಮಂಗಳವಾರದಿಂದ ಆರಂಭಗೊಳ್ಳಲಿದ್ದು, ಇದರ ಅಂಗವಾಗಿ ಸಿದ್ಧತೆಗಳನ್ನು ಮಾಡಿಕೊಳ್ಳಲಾಗಿದೆ ಎಂದು ಜಾತ್ರಾ ಸಮಿತಿ ಅಧ್ಯಕ್ಷರು ತಿಳಿಸಿದರು. ಈ ಬಾರಿ ಜಾತ್ರೆಯು ಅದ್ದೂರಿಯಾಗಿ ನಡೆಯಲಿದ್ದು, ವಿವಿಧ ಧಾರ್ಮಿಕ ಕಾರ್ಯಕ್ರಮಗಳನ್ನು ಹಮ್ಮಿಕೊಳ್ಳಲಾಗಿದೆ. ಅ.22 ರಂದು ದೇವಿಯ ಮೂರ್ತಿಯ ಮೆರವಣಿಗೆ ನಡೆಯಲಿದ್ದು, ಗ್ರಾಮದ ಪ್ರಮುಖ ಬೀದಿಗಳಲ್ಲಿ ಸಾಗಲಿದೆ. ಅ.23 ರಂದು ಕೊಂಡೋತ್ಸವ ಹಾಗೂ ಅ.24 ರಂದು ಮಹಾ ರಥೋತ್ಸವ ನಡೆಯಲಿದೆ. ಸುಮಾರು 50 ಸಾವಿರಕ್ಕೂ ಅಧಿಕ ಭಕ್ತರು ಆಗಮಿಸುವ ನಿರೀಕ್ಷೆಯಿದ್ದು, ಕುಡಿಯುವ ನೀರು, ಶೌಚಾಲಯ ಹಾಗೂ ಭದ್ರತೆಗೆ ಸೂಕ್ತ ವ್ಯವಸ್ಥೆ ಮಾಡಲಾಗಿದೆ. ಪೊಲೀಸ್ ಇಲಾಖೆಯ ಸಹಕಾರದೊಂದಿಗೆ ಸಂಚಾರ ನಿಯಂತ್ರಣಕ್ಕೆ ಕ್ರಮ ಕೈಗೊಳ್ಳಲಾಗಿದೆ. ಭಕ್ತರು ಜಾತ್ರೆಯಲ್ಲಿ ಪಾಲ್ಗೊಂಡು ದೇವಿಯ ಕೃಪೆಗೆ ಪಾತ್ರರಾಗಬೇಕು ಎಂದು ಮನವಿ ಮಾಡಿದರು. — [517, 554, 664, 629]
registration-marks-right — [846, 1410, 879, 1416]
raitha-headline: ಹಲವು ಬೇಡಿಕೆ ಈಡೇರಿಸುವಂತೆ ಒತ್ತಾಯ — [484, 1146, 833, 1177]
shatottara-headline-2: ಶತೋತ್ತರ ದಶಮಾನೋತ್ಸವ — [714, 314, 882, 336]
kirusuddi-hand-icon — [28, 68, 64, 104]
bgrade-headline: ಬಿ-ಗ್ರೇಡ್ ಉನ್ನತೀಕರಣಕ್ಕೆ ಸಂಘಟಿತರಾಗಿ — [258, 696, 424, 711]
devi-callout-title: 50 ಸಾವಿರಕ್ಕೂ ಅಧಿಕ ಭಕ್ತರು ಆಗಮಿಸುವ ನಿರೀಕ್ಷೆ — [435, 492, 595, 503]
shatottara-body-col1: ಚಾಮರಾಜನಗರ: ಜಿಲ್ಲಾ ಮಟ್ಟದಲ್ಲಿ ಶ್ರೀ ಶಿವರಾತ್ರಿ ರಾಜೇಂದ್ರ ಮಹಾಸ್ವಾಮೀಜಿಯವರ ಶತೋತ್ತರ ದಶಮಾನೋತ್ಸವ (110 ನೇ ಜಯಂತಿ) ಕಾರ್ಯಕ್ರಮವನ್ನು ಅ.28 ರಂದು ನಗರದಲ್ಲಿ ಆಚರಿಸಲಾಗುವುದು ಎಂದು ಮಾಜಿ ಮುಖ್ಯಮಂತ್ರಿ ಜಗದೀಶ್ ಶೆಟ್ಟರ್ ತಿಳಿಸಿದರು. ಶ್ರೀಗಳ ಭಾವಚಿತ್ರ ಮೆರವಣಿಗೆ ನಡೆಯಲಿದ್ದು, ವಿವಿಧ ಕಲಾತಂಡಗಳು ಭಾಗವಹಿಸಲಿವೆ. ಜಿಲ್ಲೆಯ ಎಲ್ಲಾ ಭಕ್ತರು ಪಾಲ್ಗೊಂಡು ಕಾರ್ಯಕ್ರಮವನ್ನು ಯಶಸ್ವಿಗೊಳಿಸಬೇಕು ಎಂದು ಮನವಿ ಮಾಡಿದರು. — [680, 342, 782, 397]
registration-marks-mid1 — [336, 1410, 369, 1416]
kirusuddi-column — [28, 64, 196, 1094]
kiru-3-body: ಮೈಸೂರು: ಮನೆಯ ಬಾಗಿಲು ಒಡೆದು ಒಳನುಗ್ಗಿದ ಕಳ್ಳರು ನಗದು ಹಾಗೂ ಚಿನ್ನಾಭರಣ ಕಳವು ಮಾಡಿರುವ ಘಟನೆ ನಡೆದಿದೆ. ಮನೆಯವರು ಊರಿಗೆ ತೆರಳಿದ್ದ ಸಂದರ್ಭದಲ್ಲಿ ಕೃತ್ಯ ನಡೆದಿದ್ದು, ಠಾಣೆಯಲ್ಲಿ ಪ್ರಕರಣ ದಾಖಲಾಗಿದೆ. — [28, 650, 196, 670]
masthead-accent-bar — [907, 10, 910, 44]
masthead — [0, 0, 945, 58]
devi-callout-text: 4 ದಿನಗಳ ಕಾಲ ನಡೆಯುವ ಜಾತ್ರೆಯಲ್ಲಿ ಹೊರ ಜಿಲ್ಲೆ ಹಾಗೂ ನೆರೆ ರಾಜ್ಯಗಳಿಂದ ಸುಮಾರು 50 ಸಾವಿರಕ್ಕೂ ಅಧಿಕ ಭಕ್ತರು ಆಗಮಿಸುವ ನಿರೀಕ್ಷೆ ಇದೆ. ಇದಕ್ಕಾಗಿ ಇಲಾಖೆಗಳು ಸಕಲ ಸಿದ್ಧತೆಗಳನ್ನು ಮಾಡಿಕೊಳ್ಳಲಾಗಿದೆ. — [372, 508, 658, 521]
kiru-2-headline: ಅ.22ರಂದು ವಿಶೇಷ ‘ಸ್ವಾತಿ’ ಪೂಜೆ — [55, 421, 171, 452]
kiru-4-body: ಸರಗೂರು: ಕನ್ನಡ ರಾಜ್ಯೋತ್ಸವದ ಅಂಗವಾಗಿ ತಾಲೂಕು ಮಟ್ಟದ ಕವನ ಸ್ಪರ್ಧೆಯನ್ನು ಆಯೋಜಿಸಲಾಗಿದ್ದು, ಆಸಕ್ತರು ತಮ್ಮ ಕವನಗಳನ್ನು ಕಳುಹಿಸಬಹುದು. ವಿಜೇತರಿಗೆ ಬಹುಮಾನ ನೀಡಲಾಗುವುದು. ಹೆಚ್ಚಿನ ಮಾಹಿತಿಗೆ 9880821541 ಈ ಸಂಖ್ಯೆಗೆ ಸಂಪರ್ಕಿಸಬಹುದು. — [28, 914, 196, 934]
raitha-body-col2: ತಾಲೂಕಿನ ಕೆರೆಗಳಿಗೆ ನದಿ ಮೂಲದಿಂದ ನೀರು ತುಂಬಿಸುವ ಯೋಜನೆ ಸೇರಿದಂತೆ ಹಲವು ಬೇಡಿಕೆಗಳನ್ನು ಈಡೇರಿಸುವಂತೆ ಒತ್ತಾಯಿಸಿ ರೈತ ಸಂಘದ ನೇತೃತ್ವದಲ್ಲಿ ರೈತರು ತಾಲೂಕು ಕಚೇರಿ ಮುಂಭಾಗ ನಡೆಸುತ್ತಿರುವ ಅನಿರ್ದಿಷ್ಟಾವಧಿ ಪ್ರತಿಭಟನೆ ಮುಂದುವರಿದಿದೆ. ಬೇಡಿಕೆ ಈಡೇರುವವರೆಗೂ ಪ್ರತಿಭಟನೆ ಹಿಂಪಡೆಯುವುದಿಲ್ಲ ಎಂದು ರೈತ ಮುಖಂಡರು ಎಚ್ಚರಿಸಿದರು. ಸ್ಥಳಕ್ಕೆ ಭೇಟಿ ನೀಡಿದ ತಹಸೀಲ್ದಾರ್ ಮನವಿ ಸ್ವೀಕರಿಸಿ ಸರ್ಕಾರಕ್ಕೆ ಕಳುಹಿಸುವ ಭರವಸೆ ನೀಡಿದರು. — [630, 1300, 770, 1341]
registration-marks-left — [88, 1410, 121, 1416]
column-rule — [434, 64, 435, 282]
dysp-photo — [176, 1188, 466, 1280]
shatottara-body-col3: ಜಿಲ್ಲಾ ಮಟ್ಟದಲ್ಲಿ ಶ್ರೀ ಶಿವರಾತ್ರಿ ರಾಜೇಂದ್ರ ಮಹಾಸ್ವಾಮೀಜಿಯವರ ಶತೋತ್ತರ ದಶಮಾನೋತ್ಸವ (110 ನೇ ಜಯಂತಿ) ಕಾರ್ಯಕ್ರಮವನ್ನು ಅ.28 ರಂದು ನಗರದಲ್ಲಿ ಆಚರಿಸಲಾಗುವುದು ಎಂದು ಮಾಜಿ ಮುಖ್ಯಮಂತ್ರಿ ಜಗದೀಶ್ ಶೆಟ್ಟರ್ ತಿಳಿಸಿದರು. ಶ್ರೀಗಳ ಭಾವಚಿತ್ರ ಮೆರವಣಿಗೆ ನಡೆಯಲಿದ್ದು, ವಿವಿಧ ಕಲಾತಂಡಗಳು ಭಾಗವಹಿಸಲಿವೆ. ಜಿಲ್ಲೆಯ ಎಲ್ಲಾ ಭಕ್ತರು ಪಾಲ್ಗೊಂಡು ಕಾರ್ಯಕ್ರಮವನ್ನು ಯಶಸ್ವಿಗೊಳಿಸಬೇಕು ಎಂದು ಮನವಿ ಮಾಡಿದರು. — [786, 528, 918, 569]
section-rule — [206, 690, 918, 691]
shatottara-photo-label: ಶ್ರೀಗಳ ಭಾವಚಿತ್ರ ಮೆರವಣಿಗೆ — [786, 514, 842, 521]
pataki2-body-col3: ದೀಪಾವಳಿ ಹಬ್ಬದ ಅಂಗವಾಗಿ ಪಟಾಕಿ ಸಿಡಿತದಿಂದ ಗಾಯಗೊಳ್ಳುವವರ ಚಿಕಿತ್ಸೆಗೆ ನಗರದ ಕೆ.ಆರ್.ಆಸ್ಪತ್ರೆ ಹಾಗೂ ಮಿಂಟೋ ಕಣ್ಣಿನ ಆಸ್ಪತ್ರೆಯಲ್ಲಿ ಸಕಲ ಸಿದ್ಧತೆ ಮಾಡಿಕೊಳ್ಳಲಾಗಿದೆ. ಮಕ್ಕಳು ಪಟಾಕಿ ಸಿಡಿಸುವಾಗ ಪೋಷಕರು ಎಚ್ಚರ ವಹಿಸಬೇಕು. ಮಿಂಟೋ ಆಸ್ಪತ್ರೆಯಲ್ಲಿ ವಿಶೇಷ ವಾರ್ಡ್ ತೆರೆಯಲಾಗಿದ್ದು, 24 ಗಂಟೆಗಳ ಕಾಲ ವೈದ್ಯರು ಲಭ್ಯವಿರಲಿದ್ದಾರೆ. ಕಳೆದ ವರ್ಷ 19 ಮಂದಿ ಗಾಯಗೊಂಡಿದ್ದರು ಎಂದು ಆಸ್ಪತ್ರೆಯ ವೈದ್ಯಾಧಿಕಾರಿ ತಿಳಿಸಿದರು. — [784, 962, 918, 1003]
